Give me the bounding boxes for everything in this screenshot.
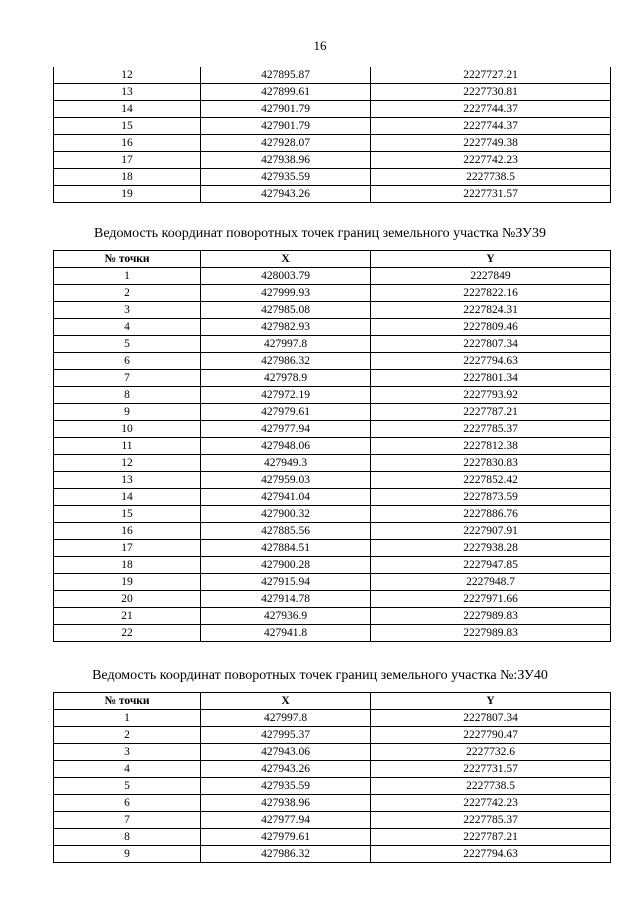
table-row: [54, 778, 611, 795]
x-coordinate-cell: 427935.59: [201, 778, 371, 795]
point-number-cell: 1: [54, 268, 201, 285]
y-header: Y: [371, 251, 611, 268]
table-row: [54, 761, 611, 778]
x-coordinate-cell: 427914.78: [201, 591, 371, 608]
point-number-cell: 13: [54, 472, 201, 489]
y-coordinate-cell: 2227730.81: [371, 84, 611, 101]
x-coordinate-cell: 427901.79: [201, 101, 371, 118]
table-row: [54, 268, 611, 285]
table-row: [54, 285, 611, 302]
x-coordinate-cell: 427936.9: [201, 608, 371, 625]
point-number-cell: 5: [54, 336, 201, 353]
page-number: 16: [313, 38, 327, 53]
y-coordinate-cell: 2227794.63: [371, 353, 611, 370]
point-number-header: № точки: [54, 251, 201, 268]
table-row: [54, 608, 611, 625]
zu40-coordinates-table: [53, 692, 611, 863]
y-coordinate-cell: 2227731.57: [371, 761, 611, 778]
x-coordinate-cell: 427997.8: [201, 710, 371, 727]
point-number-cell: 19: [54, 186, 201, 203]
y-coordinate-cell: 2227948.7: [371, 574, 611, 591]
x-coordinate-cell: 427941.8: [201, 625, 371, 642]
table-row: [54, 727, 611, 744]
table-row: [54, 574, 611, 591]
table-row: [54, 472, 611, 489]
table-row: [54, 421, 611, 438]
x-coordinate-cell: 427948.06: [201, 438, 371, 455]
x-coordinate-cell: 427999.93: [201, 285, 371, 302]
point-number-cell: 1: [54, 710, 201, 727]
y-coordinate-cell: 2227947.85: [371, 557, 611, 574]
point-number-cell: 3: [54, 744, 201, 761]
x-header: X: [201, 693, 371, 710]
x-coordinate-cell: 427977.94: [201, 421, 371, 438]
table-row: [54, 710, 611, 727]
x-coordinate-cell: 427938.96: [201, 152, 371, 169]
table-row: [54, 506, 611, 523]
x-coordinate-cell: 427997.8: [201, 336, 371, 353]
point-number-cell: 17: [54, 152, 201, 169]
table-row: [54, 812, 611, 829]
point-number-cell: 15: [54, 506, 201, 523]
x-coordinate-cell: 427949.3: [201, 455, 371, 472]
x-coordinate-cell: 427985.08: [201, 302, 371, 319]
x-coordinate-cell: 427978.9: [201, 370, 371, 387]
y-coordinate-cell: 2227824.31: [371, 302, 611, 319]
y-coordinate-cell: 2227731.57: [371, 186, 611, 203]
y-coordinate-cell: 2227852.42: [371, 472, 611, 489]
x-coordinate-cell: 427938.96: [201, 795, 371, 812]
table-row: [54, 319, 611, 336]
point-number-cell: 3: [54, 302, 201, 319]
y-coordinate-cell: 2227744.37: [371, 118, 611, 135]
y-coordinate-cell: 2227742.23: [371, 795, 611, 812]
point-number-cell: 15: [54, 118, 201, 135]
y-coordinate-cell: 2227989.83: [371, 608, 611, 625]
y-coordinate-cell: 2227794.63: [371, 846, 611, 863]
y-coordinate-cell: 2227822.16: [371, 285, 611, 302]
table-row: [54, 591, 611, 608]
x-coordinate-cell: 427995.37: [201, 727, 371, 744]
point-number-cell: 19: [54, 574, 201, 591]
y-coordinate-cell: 2227793.92: [371, 387, 611, 404]
point-number-cell: 14: [54, 489, 201, 506]
x-coordinate-cell: 427928.07: [201, 135, 371, 152]
table-row: [54, 404, 611, 421]
x-coordinate-cell: 427943.06: [201, 744, 371, 761]
x-coordinate-cell: 427959.03: [201, 472, 371, 489]
y-coordinate-cell: 2227801.34: [371, 370, 611, 387]
x-coordinate-cell: 427884.51: [201, 540, 371, 557]
table-row: [54, 540, 611, 557]
x-header: X: [201, 251, 371, 268]
table-row: [54, 101, 611, 118]
y-coordinate-cell: 2227727.21: [371, 67, 611, 84]
x-coordinate-cell: 428003.79: [201, 268, 371, 285]
point-number-cell: 5: [54, 778, 201, 795]
point-number-cell: 18: [54, 169, 201, 186]
y-coordinate-cell: 2227886.76: [371, 506, 611, 523]
table-row: [54, 489, 611, 506]
table-row: [54, 438, 611, 455]
point-number-cell: 2: [54, 285, 201, 302]
y-coordinate-cell: 2227738.5: [371, 778, 611, 795]
x-coordinate-cell: 427899.61: [201, 84, 371, 101]
point-number-cell: 4: [54, 319, 201, 336]
point-number-cell: 4: [54, 761, 201, 778]
x-coordinate-cell: 427885.56: [201, 523, 371, 540]
y-coordinate-cell: 2227873.59: [371, 489, 611, 506]
point-number-cell: 8: [54, 387, 201, 404]
y-coordinate-cell: 2227787.21: [371, 829, 611, 846]
x-coordinate-cell: 427986.32: [201, 846, 371, 863]
table-header-row: [54, 693, 611, 710]
x-coordinate-cell: 427979.61: [201, 404, 371, 421]
point-number-cell: 22: [54, 625, 201, 642]
x-coordinate-cell: 427900.32: [201, 506, 371, 523]
x-coordinate-cell: 427977.94: [201, 812, 371, 829]
table-row: [54, 67, 611, 84]
table-row: [54, 370, 611, 387]
table-row: [54, 387, 611, 404]
point-number-cell: 7: [54, 812, 201, 829]
x-coordinate-cell: 427943.26: [201, 186, 371, 203]
y-coordinate-cell: 2227742.23: [371, 152, 611, 169]
point-number-cell: 6: [54, 795, 201, 812]
x-coordinate-cell: 427986.32: [201, 353, 371, 370]
point-number-cell: 9: [54, 404, 201, 421]
table-row: [54, 186, 611, 203]
x-coordinate-cell: 427895.87: [201, 67, 371, 84]
y-coordinate-cell: 2227938.28: [371, 540, 611, 557]
x-coordinate-cell: 427915.94: [201, 574, 371, 591]
y-coordinate-cell: 2227787.21: [371, 404, 611, 421]
y-coordinate-cell: 2227785.37: [371, 812, 611, 829]
point-number-cell: 20: [54, 591, 201, 608]
y-coordinate-cell: 2227812.38: [371, 438, 611, 455]
point-number-cell: 17: [54, 540, 201, 557]
zu40-heading: Ведомость координат поворотных точек границ земельного участка №:ЗУ40: [92, 668, 548, 683]
table-row: [54, 846, 611, 863]
table-row: [54, 84, 611, 101]
y-coordinate-cell: 2227807.34: [371, 710, 611, 727]
coordinates-table-continued: [53, 67, 611, 203]
table-row: [54, 152, 611, 169]
y-coordinate-cell: 2227849: [371, 268, 611, 285]
y-coordinate-cell: 2227830.83: [371, 455, 611, 472]
point-number-header: № точки: [54, 693, 201, 710]
zu39-heading: Ведомость координат поворотных точек границ земельного участка №ЗУ39: [94, 226, 546, 241]
point-number-cell: 8: [54, 829, 201, 846]
y-coordinate-cell: 2227785.37: [371, 421, 611, 438]
table-row: [54, 336, 611, 353]
y-coordinate-cell: 2227807.34: [371, 336, 611, 353]
point-number-cell: 14: [54, 101, 201, 118]
point-number-cell: 7: [54, 370, 201, 387]
table-row: [54, 829, 611, 846]
point-number-cell: 6: [54, 353, 201, 370]
y-header: Y: [371, 693, 611, 710]
x-coordinate-cell: 427935.59: [201, 169, 371, 186]
point-number-cell: 13: [54, 84, 201, 101]
point-number-cell: 12: [54, 67, 201, 84]
y-coordinate-cell: 2227907.91: [371, 523, 611, 540]
y-coordinate-cell: 2227749.38: [371, 135, 611, 152]
point-number-cell: 12: [54, 455, 201, 472]
point-number-cell: 2: [54, 727, 201, 744]
y-coordinate-cell: 2227790.47: [371, 727, 611, 744]
y-coordinate-cell: 2227732.6: [371, 744, 611, 761]
x-coordinate-cell: 427901.79: [201, 118, 371, 135]
table-header-row: [54, 251, 611, 268]
zu39-coordinates-table: [53, 250, 611, 642]
table-row: [54, 455, 611, 472]
x-coordinate-cell: 427900.28: [201, 557, 371, 574]
y-coordinate-cell: 2227809.46: [371, 319, 611, 336]
point-number-cell: 9: [54, 846, 201, 863]
y-coordinate-cell: 2227989.83: [371, 625, 611, 642]
x-coordinate-cell: 427941.04: [201, 489, 371, 506]
point-number-cell: 10: [54, 421, 201, 438]
table-row: [54, 625, 611, 642]
table-row: [54, 557, 611, 574]
table-row: [54, 353, 611, 370]
y-coordinate-cell: 2227738.5: [371, 169, 611, 186]
table-row: [54, 135, 611, 152]
x-coordinate-cell: 427982.93: [201, 319, 371, 336]
table-row: [54, 118, 611, 135]
point-number-cell: 16: [54, 135, 201, 152]
x-coordinate-cell: 427979.61: [201, 829, 371, 846]
table-row: [54, 169, 611, 186]
point-number-cell: 18: [54, 557, 201, 574]
point-number-cell: 16: [54, 523, 201, 540]
table-row: [54, 302, 611, 319]
y-coordinate-cell: 2227971.66: [371, 591, 611, 608]
point-number-cell: 21: [54, 608, 201, 625]
table-row: [54, 744, 611, 761]
x-coordinate-cell: 427972.19: [201, 387, 371, 404]
y-coordinate-cell: 2227744.37: [371, 101, 611, 118]
table-row: [54, 523, 611, 540]
x-coordinate-cell: 427943.26: [201, 761, 371, 778]
point-number-cell: 11: [54, 438, 201, 455]
table-row: [54, 795, 611, 812]
